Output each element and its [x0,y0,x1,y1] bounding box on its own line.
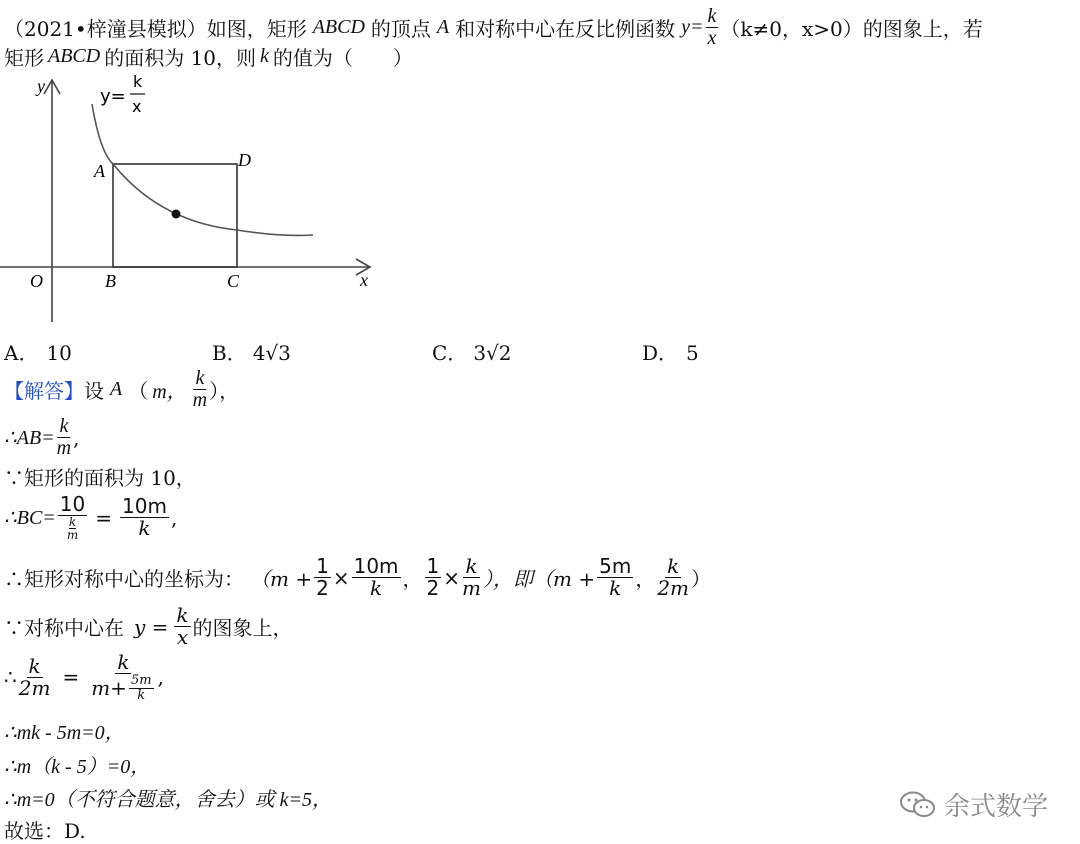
y-axis-label: y [37,76,45,96]
solution-line-8: ∴mk - 5m=0， [4,722,125,744]
option-a[interactable]: A． 10 [4,341,72,365]
function-condition: （k≠0，x>0）的图象上，若 [720,17,983,41]
wechat-icon [898,789,938,821]
function-fraction: $\frac{k}{x}$ [707,5,717,49]
option-b[interactable]: B． 4√3 [212,341,291,365]
rect-name: ABCD [312,16,365,38]
option-c[interactable]: C． 3√2 [432,341,512,365]
center-point [172,210,181,219]
fraction: $\frac{k}{m}$ [192,367,208,411]
vertex-a-label: A [94,161,105,181]
solution-line-9: ∴m（k - 5）=0， [4,756,151,778]
watermark-text: 余式数学 [944,792,1049,822]
figure-graph [0,72,380,332]
solution-line-7: ∴ $\frac{k}{2m}$ = k m+ $\frac{5m}{k}$ , [4,650,164,703]
solution-line-11: 故选：D. [4,819,86,843]
hyperbola-curve [92,104,313,235]
solution-line-5: ∴矩形对称中心的坐标为： （m + $\frac{1}{2}$ × $\frac{10m}{k}$ ， $\frac{1}{2}$ × $\frac{k}{m}$ ），即（m + $\frac{5m}{k}$ ， $\frac{k}{2m}$ ） [4,554,712,600]
watermark [898,786,1048,823]
x-axis-label: x [360,270,368,290]
fraction: $\frac{k}{m}$ [56,415,72,459]
solution-line-2: ∴AB= $\frac{k}{m}$ , [4,415,80,459]
question-line-2: 矩形 ABCD 的面积为 10，则 k 的值为（ ） [4,45,413,70]
question-prefix: （2021•梓潼县模拟）如图，矩形 [4,17,307,41]
origin-label: O [30,271,43,291]
vertex-d-label: D [238,150,251,170]
solution-line-1: 【解答】 设 A （ m， $\frac{k}{m}$ ）， [4,367,240,411]
curve-label-numerator: k [133,72,143,91]
question-text: 和对称中心在反比例函数 [455,17,676,41]
k-variable: k [260,45,269,67]
function-lhs: y= [681,16,704,38]
option-d[interactable]: D． 5 [642,341,699,365]
curve-label: y= [100,86,126,107]
fraction: $\frac{10m}{k}$ [122,494,167,540]
curve-label-denominator: x [132,97,142,116]
solution-line-3: ∵矩形的面积为 10， [4,466,196,490]
rect-name: ABCD [48,45,101,67]
vertex-b-label: B [105,271,116,291]
solution-tag: 【解答】 [4,379,84,403]
solution-line-6: ∵对称中心在 y = $\frac{k}{x}$ 的图象上， [4,603,293,649]
vertex-c-label: C [227,271,240,291]
question-text: 的顶点 [370,17,431,41]
solution-line-4: ∴BC= 10 k m = $\frac{10m}{k}$ , [4,492,178,542]
solution-line-10: ∴m=0（不符合题意，舍去）或 k=5， [4,789,333,811]
point-a-label: A [436,16,450,38]
fraction: 10 k m [59,492,86,542]
